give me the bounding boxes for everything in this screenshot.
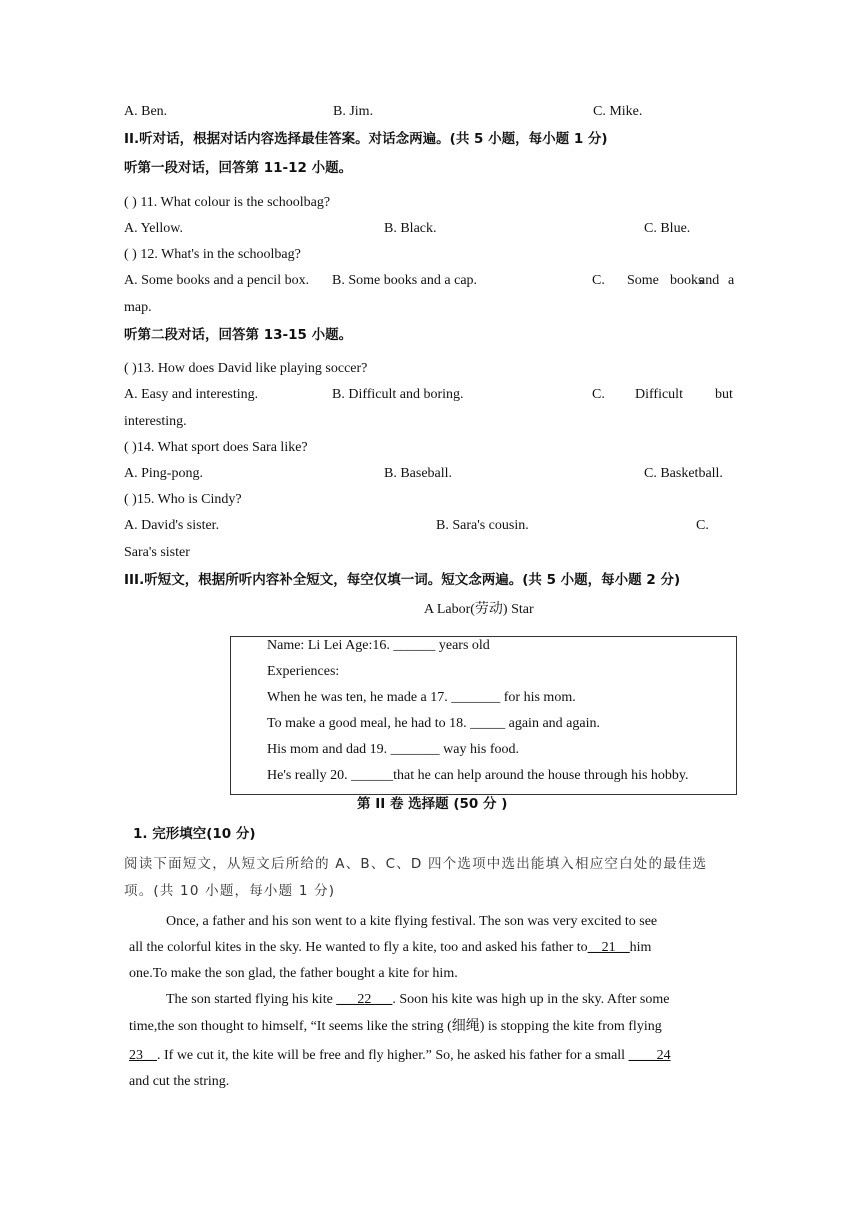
q12-option-c-word: and bbox=[699, 273, 720, 288]
q11-option-c: C. Blue. bbox=[644, 221, 691, 236]
q14-option-b: B. Baseball. bbox=[384, 466, 453, 481]
passage-line: time,the son thought to himself, “It seems like the string (细绳) is stopping the kite from flying bbox=[129, 1019, 662, 1034]
q15-option-c-continued: Sara's sister bbox=[124, 545, 190, 560]
dialogue-2-title: 听第二段对话，回答第 13-15 小题。 bbox=[124, 327, 353, 343]
q11-stem: ( ) 11. What colour is the schoolbag? bbox=[124, 195, 331, 210]
q12-stem: ( ) 12. What's in the schoolbag? bbox=[124, 247, 301, 262]
box-line: Experiences: bbox=[267, 664, 340, 679]
q15-option-a: A. David's sister. bbox=[124, 518, 220, 533]
section-3-title: III.听短文，根据所听内容补全短文，每空仅填一词。短文念两遍。(共 5 小题，每小题 2 分) bbox=[124, 572, 681, 588]
q12-option-c-word: books bbox=[670, 273, 704, 288]
passage-line: 23__. If we cut it, the kite will be free and fly higher.” So, he asked his father for a small ____24 bbox=[129, 1048, 671, 1063]
box-line: He's really 20. ______that he can help around the house through his hobby. bbox=[267, 768, 689, 783]
section-2-title: II.听对话，根据对话内容选择最佳答案。对话念两遍。(共 5 小题，每小题 1 分) bbox=[124, 131, 608, 147]
passage-title: A Labor(劳动) Star bbox=[424, 602, 534, 617]
blank-21: __21__ bbox=[587, 940, 630, 955]
blank-24: ____24 bbox=[628, 1048, 671, 1063]
box-line: To make a good meal, he had to 18. _____ again and again. bbox=[267, 716, 600, 731]
q13-option-a: A. Easy and interesting. bbox=[124, 387, 259, 402]
q15-stem: ( )15. Who is Cindy? bbox=[124, 492, 242, 507]
blank-22: ___22___ bbox=[336, 992, 393, 1007]
cloze-title: 1. 完形填空(10 分) bbox=[133, 826, 256, 842]
q13-option-b: B. Difficult and boring. bbox=[332, 387, 464, 402]
q12-option-a: A. Some books and a pencil box. bbox=[124, 273, 310, 288]
q10-option-a: A. Ben. bbox=[124, 104, 168, 119]
q13-option-c-continued: interesting. bbox=[124, 414, 187, 429]
q15-option-c: C. bbox=[696, 518, 709, 533]
q12-option-c-word: a bbox=[728, 273, 735, 288]
q12-option-c-word: C. bbox=[592, 273, 605, 288]
box-line: When he was ten, he made a 17. _______ for his mom. bbox=[267, 690, 576, 705]
passage-line: one.To make the son glad, the father bought a kite for him. bbox=[129, 966, 458, 981]
q11-option-a: A. Yellow. bbox=[124, 221, 183, 236]
passage-line: all the colorful kites in the sky. He wanted to fly a kite, too and asked his father to__21__him bbox=[129, 940, 652, 955]
q14-option-a: A. Ping-pong. bbox=[124, 466, 203, 481]
passage-line: and cut the string. bbox=[129, 1074, 230, 1089]
part-2-title: 第 II 卷 选择题 (50 分 ) bbox=[357, 796, 508, 812]
q13-option-c-word: Difficult bbox=[635, 387, 683, 402]
dialogue-1-title: 听第一段对话，回答第 11-12 小题。 bbox=[124, 160, 353, 176]
q12-option-b: B. Some books and a cap. bbox=[332, 273, 478, 288]
q14-stem: ( )14. What sport does Sara like? bbox=[124, 440, 308, 455]
q14-option-c: C. Basketball. bbox=[644, 466, 723, 481]
q12-option-c-continued: map. bbox=[124, 300, 152, 315]
q13-option-c-word: but bbox=[715, 387, 733, 402]
box-line: Name: Li Lei Age:16. ______ years old bbox=[267, 638, 490, 653]
q13-stem: ( )13. How does David like playing soccer? bbox=[124, 361, 368, 376]
box-line: His mom and dad 19. _______ way his food. bbox=[267, 742, 519, 757]
blank-23: 23__ bbox=[129, 1048, 157, 1063]
passage-line: Once, a father and his son went to a kite flying festival. The son was very excited to see bbox=[166, 914, 658, 929]
q10-option-c: C. Mike. bbox=[593, 104, 643, 119]
q10-option-b: B. Jim. bbox=[333, 104, 374, 119]
passage-line: The son started flying his kite ___22___. Soon his kite was high up in the sky. After some bbox=[166, 992, 670, 1007]
cloze-instructions: 项。(共 10 小题，每小题 1 分) bbox=[124, 883, 336, 899]
q15-option-b: B. Sara's cousin. bbox=[436, 518, 529, 533]
q11-option-b: B. Black. bbox=[384, 221, 437, 236]
cloze-instructions: 阅读下面短文，从短文后所给的 A、B、C、D 四个选项中选出能填入相应空白处的最佳选 bbox=[124, 856, 708, 872]
q12-option-c-word: Some bbox=[627, 273, 659, 288]
q13-option-c-word: C. bbox=[592, 387, 605, 402]
